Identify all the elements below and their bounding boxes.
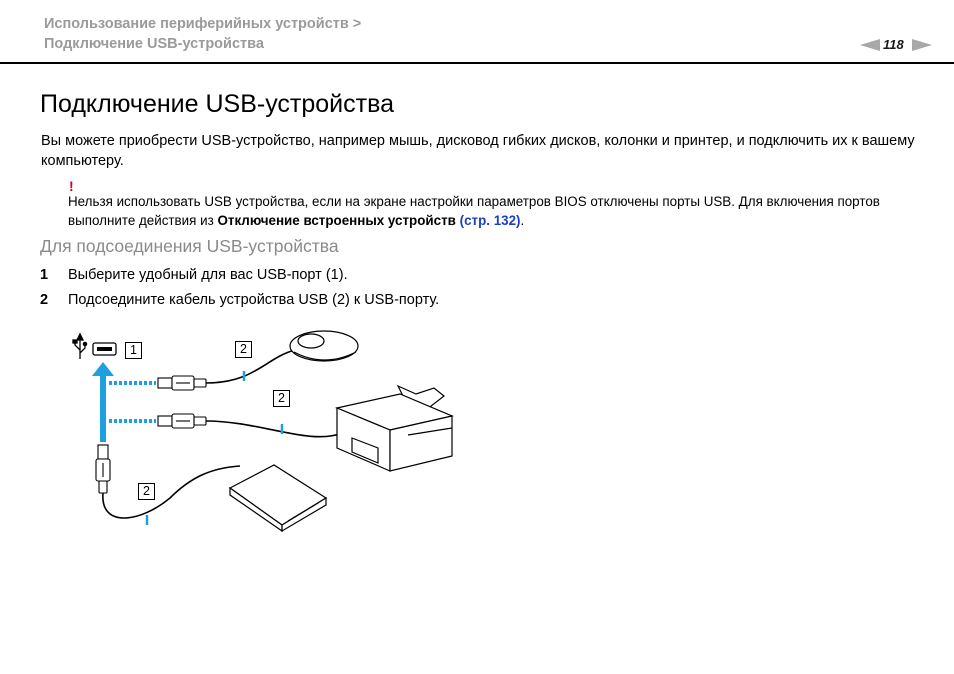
page-reference-link[interactable]: (стр. 132) xyxy=(459,213,521,228)
callout-label: 2 xyxy=(273,390,290,407)
floppy-cable xyxy=(103,466,240,518)
page-header xyxy=(0,0,954,64)
diagram-illustration xyxy=(60,328,480,533)
callout-label: 2 xyxy=(235,341,252,358)
next-page-arrow-icon[interactable] xyxy=(912,39,932,51)
page-number: 118 xyxy=(883,37,904,52)
warning-bold-text: Отключение встроенных устройств xyxy=(217,213,456,228)
page-title: Подключение USB-устройства xyxy=(40,90,394,118)
usb-symbol-icon xyxy=(73,334,87,359)
section-subheading: Для подсоединения USB-устройства xyxy=(40,236,339,256)
warning-text: Нельзя использовать USB устройства, если на экране настройки параметров BIOS отключены порты USB. Для включения портов выполните действия из xyxy=(68,194,880,228)
step-item xyxy=(40,267,348,283)
usb-plug-icon xyxy=(96,445,110,493)
printer-icon xyxy=(337,386,452,471)
breadcrumb-page: Подключение USB-устройства xyxy=(44,36,264,52)
step-text: Подсоедините кабель устройства USB (2) к USB-порту. xyxy=(68,292,440,308)
usb-port-icon xyxy=(93,343,116,355)
callout-label: 1 xyxy=(125,342,142,359)
step-item xyxy=(40,292,439,308)
previous-page-arrow-icon[interactable] xyxy=(860,39,880,51)
breadcrumb-section[interactable]: Использование периферийных устройств > xyxy=(44,16,362,32)
step-number: 2 xyxy=(40,292,49,308)
usb-plug-icon xyxy=(158,376,206,390)
warning-note xyxy=(68,192,928,230)
step-text: Выберите удобный для вас USB-порт (1). xyxy=(68,267,348,283)
floppy-drive-icon xyxy=(230,465,326,531)
intro-paragraph: Вы можете приобрести USB-устройство, например мышь, дисковод гибких дисков, колонки и принтер, и подключить их к вашему компьютеру. xyxy=(41,133,915,169)
printer-cable xyxy=(206,421,342,437)
mouse-icon xyxy=(290,331,358,361)
insert-arrow-icon xyxy=(92,362,114,442)
warning-text-end: . xyxy=(520,213,525,228)
step-number: 1 xyxy=(40,267,49,283)
callout-label: 2 xyxy=(138,483,155,500)
header-divider xyxy=(0,62,954,64)
usb-plug-icon xyxy=(158,414,206,428)
page-navigator xyxy=(860,37,936,53)
warning-icon: ! xyxy=(69,178,74,194)
usb-connection-diagram xyxy=(60,328,480,533)
